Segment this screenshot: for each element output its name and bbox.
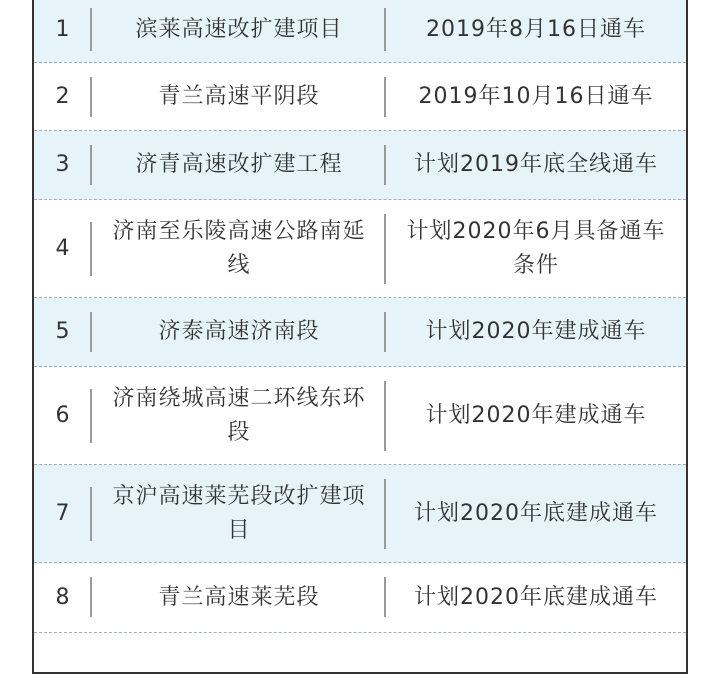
table-row — [34, 367, 686, 465]
status-text: 2019年8月16日通车 — [426, 17, 646, 42]
table-row — [34, 0, 686, 63]
status-text: 计划2020年底建成通车 — [414, 584, 658, 610]
row-number: 7 — [55, 500, 71, 526]
project-name: 济青高速改扩建工程 — [135, 152, 343, 177]
status-text: 计划2019年底全线通车 — [414, 152, 658, 177]
table-row — [34, 131, 686, 200]
table-row — [34, 200, 686, 298]
row-number: 5 — [55, 319, 71, 344]
row-number: 4 — [55, 235, 71, 261]
row-number: 6 — [55, 402, 71, 428]
project-name: 青兰高速莱芜段 — [158, 584, 320, 610]
table-row — [34, 563, 686, 633]
status-text: 2019年10月16日通车 — [418, 83, 654, 109]
project-name: 滨莱高速改扩建项目 — [135, 17, 343, 42]
table-row — [34, 465, 686, 563]
project-name: 京沪高速莱芜段改扩建项目 — [112, 483, 366, 543]
project-table — [34, 0, 686, 633]
project-name: 济泰高速济南段 — [158, 319, 320, 344]
row-number: 3 — [55, 152, 71, 177]
status-text: 计划2020年建成通车 — [425, 402, 647, 428]
status-text: 计划2020年建成通车 — [425, 319, 647, 344]
row-number: 1 — [55, 17, 71, 42]
table-row — [34, 298, 686, 367]
project-name: 济南至乐陵高速公路南延线 — [112, 218, 366, 278]
table-frame — [32, 0, 688, 674]
project-name: 青兰高速平阴段 — [158, 83, 320, 109]
project-name: 济南绕城高速二环线东环段 — [112, 385, 366, 445]
status-text: 计划2020年6月具备通车条件 — [406, 218, 666, 278]
status-text: 计划2020年底建成通车 — [414, 500, 658, 526]
table-row — [34, 63, 686, 131]
row-number: 8 — [55, 584, 71, 610]
row-number: 2 — [55, 83, 71, 109]
